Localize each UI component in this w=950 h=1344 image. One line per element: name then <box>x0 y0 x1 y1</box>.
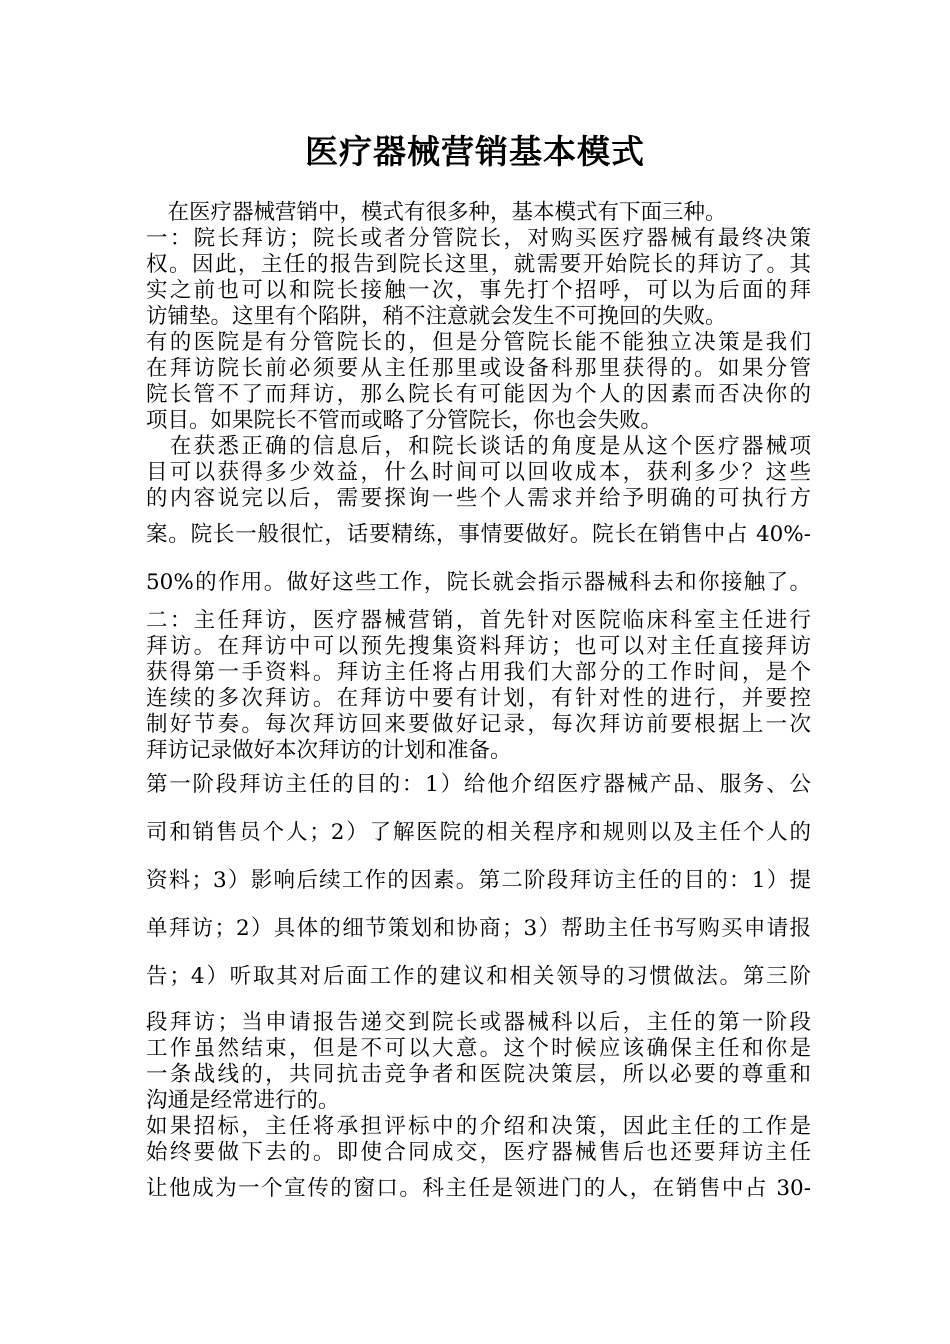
paragraph-line: 项目。如果院长不管而或略了分管院长，你也会失败。 <box>146 408 663 433</box>
paragraph-line: 制好节奏。每次拜访回来要做好记录，每次拜访前要根据上一次 <box>146 712 811 737</box>
paragraph-line: 有的医院是有分管院长的，但是分管院长能不能独立决策是我们 <box>146 330 811 355</box>
paragraph-line: 院长管不了而拜访，那么院长有可能因为个人的因素而否决你的 <box>146 382 811 407</box>
paragraph-line: 连续的多次拜访。在拜访中要有计划，有针对性的进行，并要控 <box>146 686 811 711</box>
paragraph-line: 让他成为一个宣传的窗口。科主任是领进门的人，在销售中占 30- <box>146 1176 811 1201</box>
paragraph-line: 一：院长拜访；院长或者分管院长，对购买医疗器械有最终决策 <box>146 226 811 251</box>
paragraph-line: 沟通是经常进行的。 <box>146 1088 340 1113</box>
paragraph-line: 案。院长一般很忙，话要精练，事情要做好。院长在销售中占 40%- <box>146 522 811 547</box>
paragraph-line: 在拜访院长前必须要从主任那里或设备科那里获得的。如果分管 <box>146 356 811 381</box>
paragraph-line: 权。因此，主任的报告到院长这里，就需要开始院长的拜访了。其 <box>146 252 811 277</box>
paragraph-line: 访铺垫。这里有个陷阱，稍不注意就会发生不可挽回的失败。 <box>146 304 727 329</box>
paragraph-line: 资料；3）影响后续工作的因素。第二阶段拜访主任的目的：1）提 <box>146 868 811 893</box>
paragraph-line: 拜访记录做好本次拜访的计划和准备。 <box>146 738 512 763</box>
paragraph-line: 在获悉正确的信息后，和院长谈话的角度是从这个医疗器械项 <box>146 434 811 459</box>
paragraph-line: 二：主任拜访，医疗器械营销，首先针对医院临床科室主任进行 <box>146 608 811 633</box>
paragraph-line: 一条战线的，共同抗击竞争者和医院决策层，所以必要的尊重和 <box>146 1062 811 1087</box>
paragraph-line: 段拜访；当申请报告递交到院长或器械科以后，主任的第一阶段 <box>146 1010 811 1035</box>
paragraph-line: 50%的作用。做好这些工作，院长就会指示器械科去和你接触了。 <box>146 570 811 595</box>
paragraph-line: 如果招标，主任将承担评标中的介绍和决策，因此主任的工作是 <box>146 1114 811 1139</box>
paragraph-line: 获得第一手资料。拜访主任将占用我们大部分的工作时间，是个 <box>146 660 811 685</box>
paragraph-line: 工作虽然结束，但是不可以大意。这个时候应该确保主任和你是 <box>146 1036 811 1061</box>
paragraph-line: 单拜访；2）具体的细节策划和协商；3）帮助主任书写购买申请报 <box>146 916 811 941</box>
paragraph-line: 的内容说完以后，需要探询一些个人需求并给予明确的可执行方 <box>146 486 811 511</box>
paragraph-line: 在医疗器械营销中，模式有很多种，基本模式有下面三种。 <box>146 200 727 225</box>
paragraph-line: 第一阶段拜访主任的目的：1）给他介绍医疗器械产品、服务、公 <box>146 772 811 797</box>
paragraph-line: 司和销售员个人；2）了解医院的相关程序和规则以及主任个人的 <box>146 820 811 845</box>
paragraph-line: 拜访。在拜访中可以预先搜集资料拜访；也可以对主任直接拜访 <box>146 634 811 659</box>
document-title: 医疗器械营销基本模式 <box>305 132 645 171</box>
paragraph-line: 实之前也可以和院长接触一次，事先打个招呼，可以为后面的拜 <box>146 278 811 303</box>
paragraph-line: 始终要做下去的。即使合同成交，医疗器械售后也还要拜访主任 <box>146 1140 811 1165</box>
paragraph-line: 目可以获得多少效益，什么时间可以回收成本，获利多少？这些 <box>146 460 811 485</box>
paragraph-line: 告；4）听取其对后面工作的建议和相关领导的习惯做法。第三阶 <box>146 964 811 989</box>
